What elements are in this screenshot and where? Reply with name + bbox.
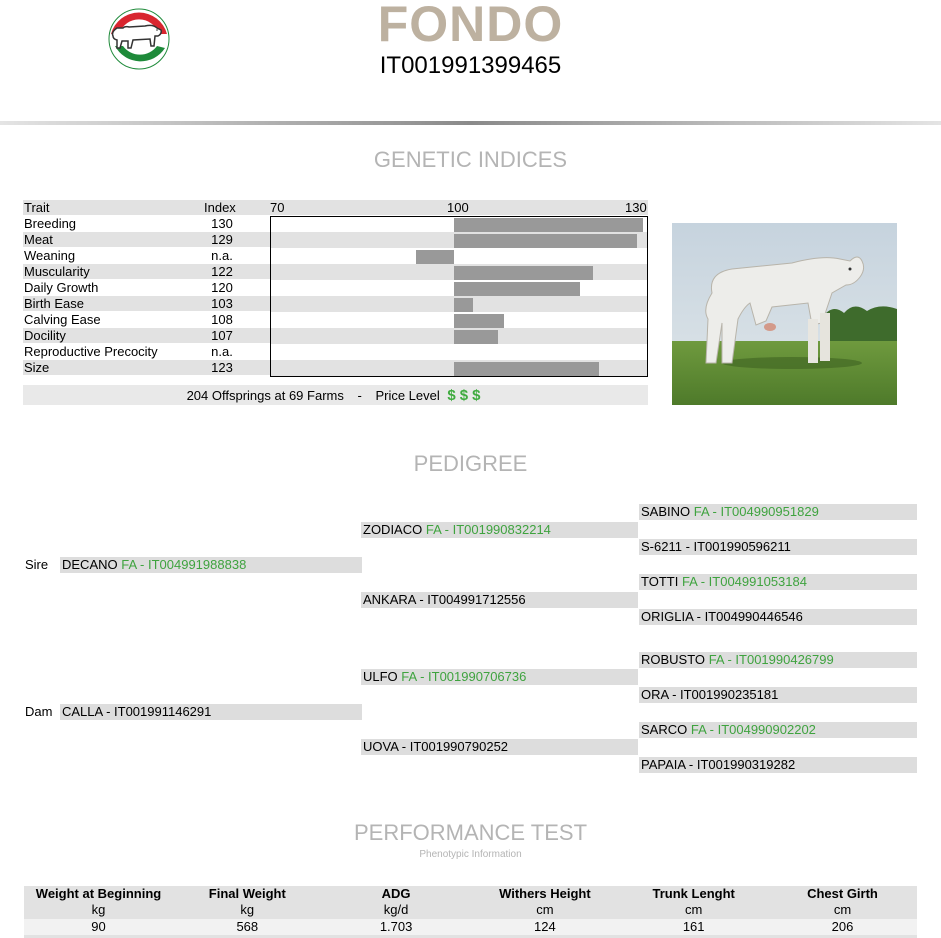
paternal-grandsire-fa-code: FA - IT001990832214	[425, 522, 551, 537]
great-grandparent-entry[interactable]	[639, 757, 917, 773]
great-grandparent-name: ROBUSTO	[641, 652, 706, 667]
trait-index-value: 107	[211, 328, 233, 343]
great-grandparent-entry[interactable]	[639, 609, 917, 625]
performance-header: ADG	[381, 886, 411, 901]
great-grandparent-name: TOTTI	[641, 574, 679, 589]
trait-name: Reproductive Precocity	[24, 344, 158, 359]
trait-index-value: 122	[211, 264, 233, 279]
trait-index-value: 103	[211, 296, 233, 311]
trait-name: Meat	[24, 232, 53, 247]
performance-test-subtitle: Phenotypic Information	[419, 849, 522, 860]
performance-unit: cm	[536, 902, 554, 917]
trait-name: Birth Ease	[24, 296, 84, 311]
great-grandparent-fa-code: FA - IT001990426799	[708, 652, 834, 667]
great-grandparent-entry[interactable]	[639, 652, 917, 668]
performance-table	[24, 886, 917, 938]
trait-index-bar	[454, 330, 498, 344]
sire-entry[interactable]	[60, 557, 362, 573]
performance-column	[173, 886, 322, 935]
trait-index-value: 129	[211, 232, 233, 247]
trait-name: Daily Growth	[24, 280, 99, 295]
scale-mid-label: 100	[447, 200, 469, 215]
sire-fa-code: FA - IT004991988838	[121, 557, 247, 572]
performance-column	[470, 886, 619, 935]
offsprings-count: 204 Offsprings at 69 Farms	[186, 388, 344, 403]
performance-unit: cm	[833, 902, 852, 917]
performance-unit: cm	[685, 902, 703, 917]
paternal-granddam-entry[interactable]	[361, 592, 638, 608]
pedigree-title: PEDIGREE	[413, 451, 528, 476]
maternal-grandsire-entry[interactable]	[361, 669, 638, 685]
indices-footer	[23, 385, 648, 405]
performance-value: 124	[470, 919, 619, 935]
performance-column	[619, 886, 768, 935]
great-grandparent-name: SARCO	[641, 722, 688, 737]
sire-label: Sire	[25, 557, 49, 572]
performance-header: Final Weight	[208, 886, 286, 901]
paternal-grandsire-name: ZODIACO	[363, 522, 423, 537]
performance-value: 568	[173, 919, 322, 935]
great-grandparent-fa-code: FA - IT004990951829	[693, 504, 819, 519]
maternal-grandsire-name: ULFO	[363, 669, 398, 684]
great-grandparent-fa-code: FA - IT004991053184	[681, 574, 807, 589]
performance-column	[768, 886, 917, 935]
price-level-dollar-icons: $$$	[447, 387, 485, 404]
indices-bar-chart	[270, 216, 648, 377]
trait-index-bar	[454, 298, 473, 312]
performance-column	[322, 886, 471, 935]
trait-index-bar	[454, 282, 580, 296]
bull-name: FONDO	[377, 0, 564, 52]
dam-label: Dam	[25, 704, 53, 719]
trait-index-value: 108	[211, 312, 233, 327]
trait-index-value: 130	[211, 216, 233, 231]
great-grandparent-entry[interactable]	[639, 574, 917, 590]
great-grandparent-entry[interactable]	[639, 539, 917, 555]
trait-column-header: Trait	[24, 200, 50, 215]
trait-index-bar	[454, 314, 504, 328]
great-grandparent-entry[interactable]	[639, 687, 917, 703]
performance-unit: kg	[91, 902, 106, 917]
great-grandparent-name: ORIGLIA - IT004990446546	[641, 609, 803, 624]
trait-index-bar	[416, 250, 454, 264]
footer-separator: -	[357, 388, 362, 403]
great-grandparent-name: ORA - IT001990235181	[641, 687, 779, 702]
trait-name: Calving Ease	[24, 312, 101, 327]
header-divider	[0, 121, 941, 125]
great-grandparent-entry[interactable]	[639, 504, 917, 520]
sire-name: DECANO	[62, 557, 118, 572]
maternal-granddam-name: UOVA - IT001990790252	[363, 739, 509, 754]
dam-entry[interactable]	[60, 704, 362, 720]
dam-name: CALLA - IT001991146291	[62, 704, 212, 719]
scale-max-label: 130	[625, 200, 647, 215]
performance-unit: kg	[240, 902, 255, 917]
trait-index-bar	[454, 362, 599, 376]
paternal-grandsire-entry[interactable]	[361, 522, 638, 538]
performance-header: Weight at Beginning	[35, 886, 162, 901]
trait-index-bar	[454, 266, 593, 280]
great-grandparent-name: PAPAIA - IT001990319282	[641, 757, 796, 772]
performance-test-title: PERFORMANCE TEST	[353, 820, 588, 845]
great-grandparent-name: S-6211 - IT001990596211	[641, 539, 791, 554]
great-grandparent-name: SABINO	[641, 504, 691, 519]
trait-index-value: n.a.	[211, 344, 233, 359]
performance-value: 1.703	[322, 919, 471, 935]
indices-header-row	[23, 200, 648, 215]
scale-min-label: 70	[270, 200, 285, 215]
trait-name: Size	[24, 360, 50, 375]
performance-unit: kg/d	[383, 902, 409, 917]
trait-name: Docility	[24, 328, 66, 343]
maternal-granddam-entry[interactable]	[361, 739, 638, 755]
bull-registration-id: IT001991399465	[379, 52, 562, 79]
performance-value: 161	[619, 919, 768, 935]
bull-photo	[672, 223, 897, 405]
trait-index-value: 123	[211, 360, 233, 375]
great-grandparent-fa-code: FA - IT004990902202	[690, 722, 816, 737]
trait-name: Muscularity	[24, 264, 90, 279]
performance-value: 90	[24, 919, 173, 935]
trait-name: Weaning	[24, 248, 76, 263]
trait-index-bar	[454, 234, 637, 248]
performance-value: 206	[768, 919, 917, 935]
paternal-granddam-name: ANKARA - IT004991712556	[363, 592, 526, 607]
trait-index-value: 120	[211, 280, 233, 295]
performance-column	[24, 886, 173, 935]
genetic-indices-title: GENETIC INDICES	[373, 147, 568, 172]
performance-header: Trunk Lenght	[652, 886, 735, 901]
trait-index-value: n.a.	[211, 248, 233, 263]
great-grandparent-entry[interactable]	[639, 722, 917, 738]
index-column-header: Index	[204, 200, 236, 215]
performance-header: Withers Height	[499, 886, 591, 901]
performance-header: Chest Girth	[807, 886, 878, 901]
maternal-grandsire-fa-code: FA - IT001990706736	[401, 669, 527, 684]
trait-index-bar	[454, 218, 643, 232]
trait-name: Breeding	[24, 216, 77, 231]
price-level-label: Price Level	[375, 388, 440, 403]
